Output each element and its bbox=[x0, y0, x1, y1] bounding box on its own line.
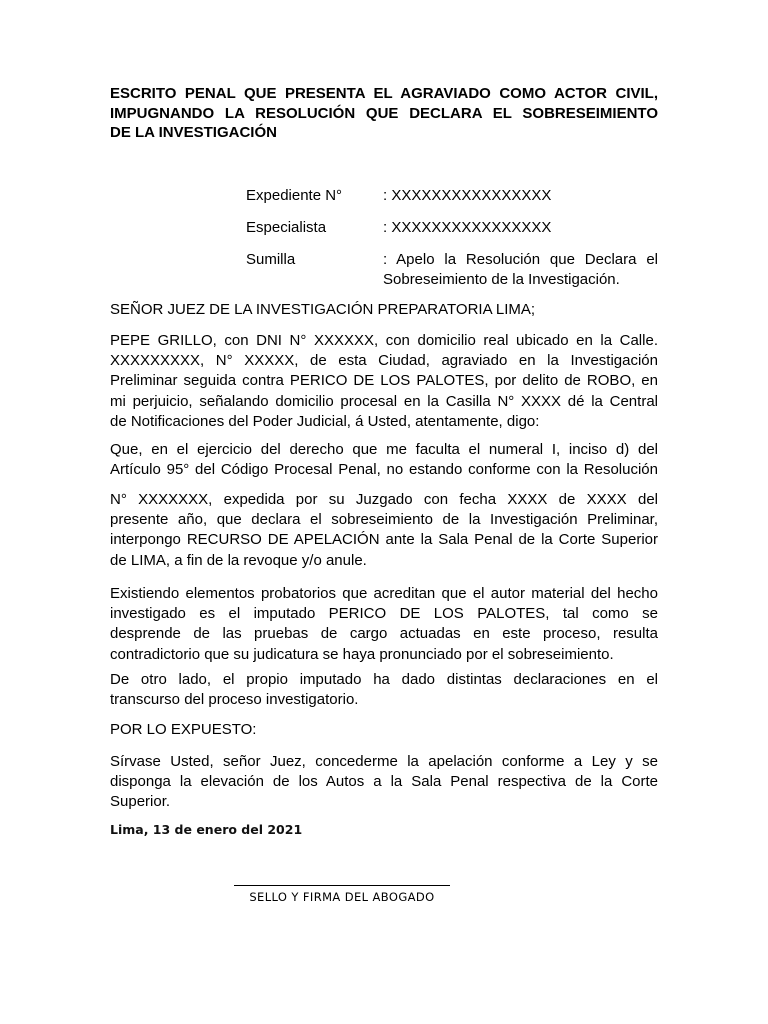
especialista-value: : XXXXXXXXXXXXXXXX bbox=[383, 219, 552, 236]
sumilla-value bbox=[383, 250, 658, 290]
paragraph-line: Artículo 95° del Código Procesal Penal, no estando conforme con la Resolución bbox=[110, 461, 658, 479]
paragraph-line: disponga la elevación de los Autos a la Sala Penal respectiva de la Corte bbox=[110, 773, 658, 791]
sumilla-label: Sumilla bbox=[246, 251, 296, 268]
paragraph-line: presente año, que declara el sobreseimiento de la Investigación Preliminar, bbox=[110, 511, 658, 529]
paragraph-line: Que, en el ejercicio del derecho que me faculta el numeral I, inciso d) del bbox=[110, 441, 658, 458]
paragraph-line: Sírvase Usted, señor Juez, concederme la apelación conforme a Ley y se bbox=[110, 753, 658, 770]
signature-line bbox=[234, 885, 450, 886]
paragraph-line: N° XXXXXXX, expedida por su Juzgado con fecha XXXX de XXXX del bbox=[110, 491, 658, 508]
paragraph-line: Preliminar seguida contra PERICO DE LOS PALOTES, por delito de ROBO, en bbox=[110, 372, 658, 390]
paragraph-line: interpongo RECURSO DE APELACIÓN ante la Sala Penal de la Corte Superior bbox=[110, 531, 658, 549]
paragraph-otro-lado bbox=[110, 670, 658, 710]
expediente-label: Expediente N° bbox=[246, 187, 343, 204]
paragraph-line: XXXXXXXXX, N° XXXXX, de esta Ciudad, agraviado en la Investigación bbox=[110, 352, 658, 370]
paragraph-derecho bbox=[110, 440, 658, 480]
paragraph-intro bbox=[110, 331, 658, 432]
expediente-value: : XXXXXXXXXXXXXXXX bbox=[383, 187, 552, 204]
especialista-label: Especialista bbox=[246, 219, 327, 236]
paragraph-line: desprende de las pruebas de cargo actuadas en este proceso, resulta bbox=[110, 625, 658, 643]
paragraph-peticion bbox=[110, 752, 658, 813]
paragraph-line: investigado es el imputado PERICO DE LOS PALOTES, tal como se bbox=[110, 605, 658, 623]
signature-label: SELLO Y FIRMA DEL ABOGADO bbox=[249, 890, 435, 904]
paragraph-line: transcurso del proceso investigatorio. bbox=[110, 691, 359, 709]
title-line-2: IMPUGNANDO LA RESOLUCIÓN QUE DECLARA EL SOBRESEIMIENTO bbox=[110, 104, 658, 122]
paragraph-line: mi perjuicio, señalando domicilio procesal en la Casilla N° XXXX dé la Central bbox=[110, 392, 658, 410]
paragraph-line: Superior. bbox=[110, 793, 171, 811]
title-line-1: ESCRITO PENAL QUE PRESENTA EL AGRAVIADO COMO ACTOR CIVIL, bbox=[110, 85, 658, 102]
paragraph-line: Existiendo elementos probatorios que acreditan que el autor material del hecho bbox=[110, 585, 658, 602]
paragraph-line: de Notificaciones del Poder Judicial, á Usted, atentamente, digo: bbox=[110, 412, 540, 430]
sumilla-value-line-1: : Apelo la Resolución que Declara el bbox=[383, 251, 658, 268]
paragraph-resolucion bbox=[110, 490, 658, 571]
meta-sumilla bbox=[246, 250, 658, 290]
paragraph-line: contradictorio que su judicatura se haya pronunciado por el sobreseimiento. bbox=[110, 645, 614, 663]
sumilla-value-line-2: Sobreseimiento de la Investigación. bbox=[383, 271, 620, 288]
title-line-3: DE LA INVESTIGACIÓN bbox=[110, 124, 277, 141]
paragraph-line: PEPE GRILLO, con DNI N° XXXXXX, con domicilio real ubicado en la Calle. bbox=[110, 332, 658, 349]
salutation: SEÑOR JUEZ DE LA INVESTIGACIÓN PREPARATORIA LIMA; bbox=[110, 301, 536, 318]
por-lo-expuesto: POR LO EXPUESTO: bbox=[110, 721, 257, 738]
paragraph-elementos bbox=[110, 584, 658, 665]
document-title bbox=[110, 84, 658, 143]
document-date: Lima, 13 de enero del 2021 bbox=[110, 822, 303, 837]
paragraph-line: De otro lado, el propio imputado ha dado distintas declaraciones en el bbox=[110, 671, 658, 688]
paragraph-line: de LIMA, a fin de la revoque y/o anule. bbox=[110, 551, 367, 569]
